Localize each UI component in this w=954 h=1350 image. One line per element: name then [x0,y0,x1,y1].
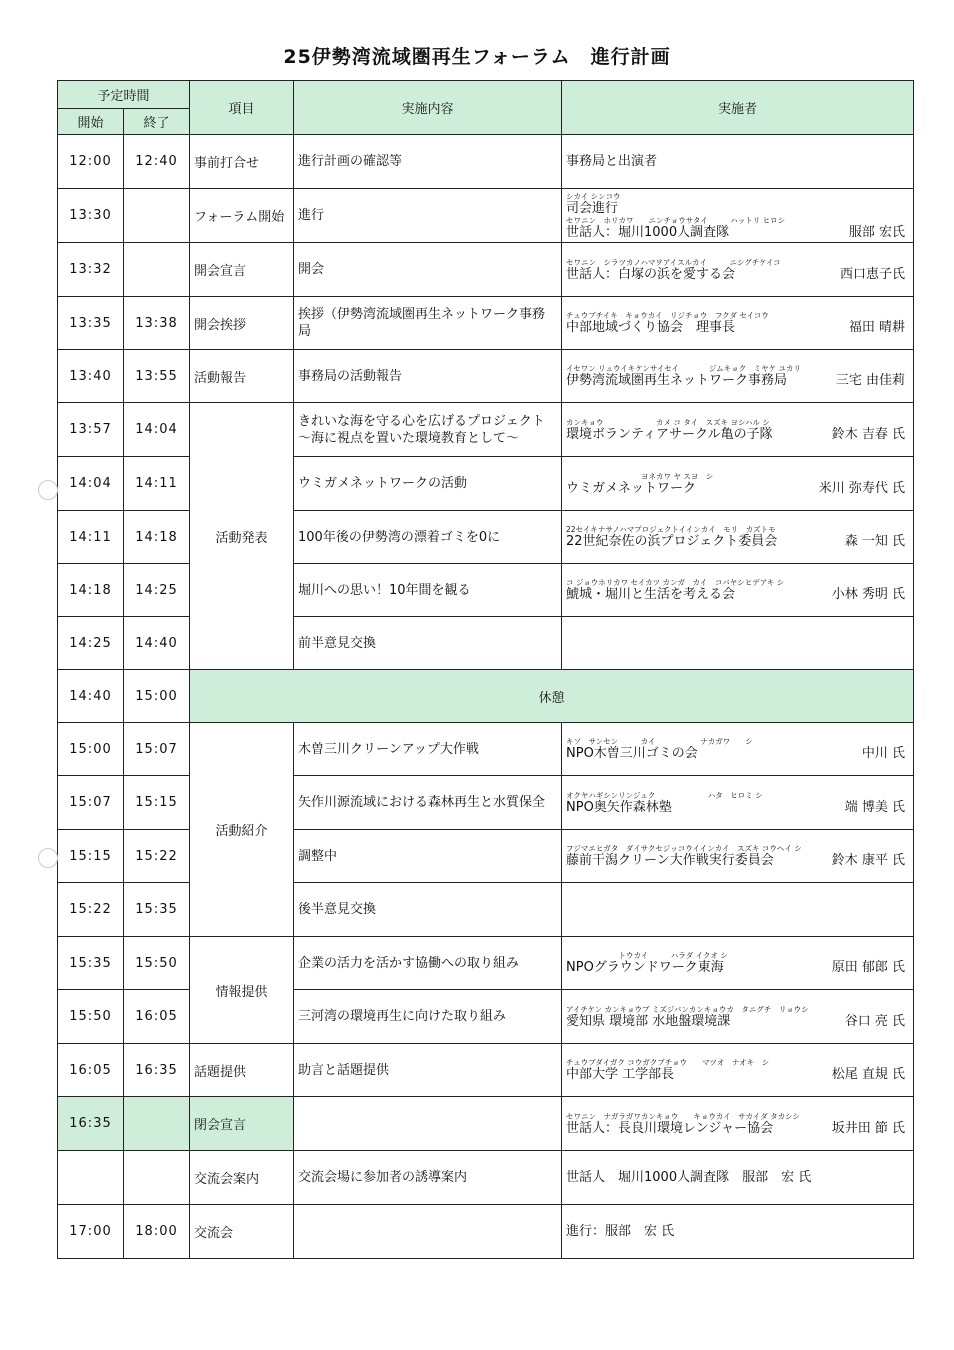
ruby-text: セワニン ホリカワ ニンチョウサタイ ハットリ ヒロシ [566,215,786,225]
end-time: 14:25 [124,564,190,617]
end-time: 12:40 [124,135,190,189]
item-cell: 開会宣言 [190,243,294,297]
end-time [124,1097,190,1151]
table-row [58,135,914,189]
table-row [58,511,914,564]
header-item: 項目 [190,81,294,135]
performer-org: 世話人 堀川1000人調査隊 服部 宏 氏 [566,1170,812,1185]
table-row [58,243,914,297]
table-row [58,883,914,937]
table-row [58,830,914,883]
ruby-text: キソ サンセン カイ ナカガワ シ [566,737,753,746]
table-row [58,723,914,776]
performer-cell [562,511,914,564]
start-time: 15:07 [58,776,124,830]
performer-org: 中部大学 工学部長 [566,1067,675,1082]
performer-name: 端 博美 氏 [844,799,906,815]
item-cell: 活動発表 [190,403,294,670]
table-row [58,189,914,243]
end-time: 15:22 [124,830,190,883]
performer-name: 原田 郁郎 氏 [831,960,906,975]
end-time: 14:40 [124,617,190,670]
performer-cell [562,937,914,990]
start-time: 13:32 [58,243,124,297]
table-row [58,990,914,1044]
content-cell: 開会 [294,243,562,297]
ruby-text: オクヤハギシンリンジュク ハタ ヒロミ シ [566,790,763,800]
performer-org: 藤前干潟クリーン大作戦実行委員会 [566,853,774,868]
performer-name: 谷口 亮 氏 [844,1013,906,1029]
start-time: 16:35 [58,1097,124,1151]
table-row [58,776,914,830]
performer-name [905,154,909,169]
start-time: 15:15 [58,830,124,883]
performer-cell [562,830,914,883]
start-time [58,1151,124,1205]
performer-org: NPO木曽三川ゴミの会 [566,746,698,761]
content-cell: 挨拶（伊勢湾流域圏再生ネットワーク事務局 [294,297,562,350]
content-cell: 矢作川源流域における森林再生と水質保全 [294,776,562,830]
end-time: 15:50 [124,937,190,990]
performer-name: 松尾 直規 氏 [831,1067,906,1082]
table-row [58,670,914,723]
start-time: 15:00 [58,723,124,776]
content-cell: ウミガメネットワークの活動 [294,457,562,511]
end-time: 15:00 [124,670,190,723]
ruby-text: セワニン シラツカノハマヲアイスルカイ ニシグチケイコ [566,257,781,267]
ruby-text: セワニン ナガラガワカンキョウ キョウカイ サカイダ タカシシ [566,1111,800,1121]
performer-org: NPOグラウンドワーク東海 [566,960,724,975]
performer-name [905,1170,909,1185]
performer-cell [562,776,914,830]
content-cell: 木曽三川クリーンアップ大作戦 [294,723,562,776]
content-cell: 三河湾の環境再生に向けた取り組み [294,990,562,1044]
performer-org: 鯱城・堀川と生活を考える会 [566,587,736,602]
header-scheduled-time: 予定時間 [58,81,190,109]
performer-cell [562,457,914,511]
content-cell: 100年後の伊勢湾の漂着ゴミを0に [294,511,562,564]
performer-cell [562,1097,914,1151]
end-time [124,189,190,243]
table-row [58,350,914,403]
ruby-text: イセワン リュウイキケンサイセイ ジムキョク ミヤケ ユカリ [566,364,801,373]
performer-org: 伊勢湾流域圏再生ネットワーク事務局 [566,373,788,388]
performer-cell [562,1044,914,1097]
content-cell: 事務局の活動報告 [294,350,562,403]
header-start: 開始 [58,109,124,135]
content-cell: 堀川への思い！10年間を観る [294,564,562,617]
performer-org: 進行：服部 宏 氏 [566,1224,675,1239]
start-time: 15:22 [58,883,124,937]
performer-name: 服部 宏氏 [848,224,906,240]
start-time: 12:00 [58,135,124,189]
end-time: 14:11 [124,457,190,511]
end-time: 16:35 [124,1044,190,1097]
schedule-table [57,80,914,1259]
performer-org: 世話人：長良川環境レンジャー協会 [566,1120,774,1136]
item-cell: 交流会案内 [190,1151,294,1205]
start-time: 14:40 [58,670,124,723]
performer-cell [562,350,914,403]
content-cell: 進行計画の確認等 [294,135,562,189]
content-cell [294,1097,562,1151]
performer-org: ウミガメネットワーク [566,480,697,496]
item-cell: 話題提供 [190,1044,294,1097]
performer-cell [562,189,914,243]
performer-cell [562,135,914,189]
performer-org: 22世紀奈佐の浜プロジェクト委員会 [566,534,778,549]
performer-cell [562,990,914,1044]
ruby-text: ヨネカワ ヤ スヨ シ [566,471,714,481]
start-time: 17:00 [58,1205,124,1259]
performer-cell [562,297,914,350]
table-row [58,403,914,457]
performer-name: 小林 秀明 氏 [831,587,906,602]
content-cell: 助言と話題提供 [294,1044,562,1097]
end-time: 13:55 [124,350,190,403]
performer-org: 世話人：白塚の浜を愛する会 [566,266,736,282]
item-cell: 交流会 [190,1205,294,1259]
performer-org: 愛知県 環境部 水地盤環境課 [566,1013,731,1029]
ruby-text: フジマエヒガタ ダイサクセジッコウイインカイ スズキ コウヘイ シ [566,844,802,853]
content-cell: きれいな海を守る心を広げるプロジェクト ～海に視点を置いた環境教育として～ [294,403,562,457]
end-time [124,243,190,297]
end-time: 13:38 [124,297,190,350]
start-time: 13:40 [58,350,124,403]
ruby-text: 22セイキナサノハマプロジェクトイインカイ モリ カズトモ [566,525,776,534]
ruby-text: カンキョウ カメ コ タイ スズキ ヨシハル シ [566,417,770,427]
performer-name: 西口恵子氏 [840,266,906,282]
performer-name: 坂井田 節 氏 [831,1120,906,1136]
performer-name: 中川 氏 [861,746,906,761]
performer-cell [562,723,914,776]
punch-hole [38,480,58,500]
header-content: 実施内容 [294,81,562,135]
table-row [58,457,914,511]
start-time: 13:57 [58,403,124,457]
table-row [58,1044,914,1097]
ruby-text: チュウブチイキ キョウカイ リジチョウ フクダ セイコウ [566,311,769,320]
start-time: 15:50 [58,990,124,1044]
item-cell: 事前打合せ [190,135,294,189]
start-time: 14:25 [58,617,124,670]
performer-name: 鈴木 吉春 氏 [831,426,906,442]
ruby-text: アイチケン カンキョウブ ミズジバンカンキョウカ タニグチ リョウシ [566,1004,809,1014]
item-cell: 情報提供 [190,937,294,1044]
ruby-text: トウカイ ハラダ イクオ シ [566,951,728,960]
end-time: 15:35 [124,883,190,937]
end-time: 15:15 [124,776,190,830]
start-time: 16:05 [58,1044,124,1097]
performer-name: 米川 弥寿代 氏 [818,480,906,496]
content-cell: 後半意見交換 [294,883,562,937]
performer-name: 三宅 由佳莉 [835,373,906,388]
end-time: 18:00 [124,1205,190,1259]
end-time: 16:05 [124,990,190,1044]
start-time: 14:11 [58,511,124,564]
item-cell: 活動紹介 [190,723,294,937]
content-cell: 調整中 [294,830,562,883]
end-time: 14:18 [124,511,190,564]
start-time: 13:35 [58,297,124,350]
item-cell: フォーラム開始 [190,189,294,243]
start-time: 15:35 [58,937,124,990]
start-time: 14:04 [58,457,124,511]
table-row [58,564,914,617]
performer-org: 中部地域づくり協会 理事長 [566,320,736,335]
performer-cell [562,1205,914,1259]
header-performer: 実施者 [562,81,914,135]
performer-cell [562,564,914,617]
end-time: 15:07 [124,723,190,776]
performer-org: NPO奥矢作森林塾 [566,799,672,815]
end-time [124,1151,190,1205]
ruby-text: コ ジョウホリカワ セイカツ カンガ カイ コバヤシヒデアキ シ [566,578,785,587]
content-cell: 企業の活力を活かす協働への取り組み [294,937,562,990]
ruby-text: チュウブダイガク コウガクブチョウ マツオ ナオキ シ [566,1058,770,1067]
start-time: 14:18 [58,564,124,617]
table-row [58,297,914,350]
item-cell: 開会挨拶 [190,297,294,350]
performer-name [905,1224,909,1239]
item-cell: 閉会宣言 [190,1097,294,1151]
performer-cell [562,617,914,670]
table-row [58,617,914,670]
break-cell: 休憩 [190,670,914,723]
page-title: 25伊勢湾流域圏再生フォーラム 進行計画 [283,46,671,68]
table-row [58,1097,914,1151]
start-time: 13:30 [58,189,124,243]
performer-name: 森 一知 氏 [844,534,906,549]
content-cell: 交流会場に参加者の誘導案内 [294,1151,562,1205]
content-cell: 前半意見交換 [294,617,562,670]
performer-cell [562,403,914,457]
table-row [58,1205,914,1259]
performer-cell [562,883,914,937]
punch-hole [38,848,58,868]
header-end: 終了 [124,109,190,135]
table-row [58,1151,914,1205]
performer-org: 世話人：堀川1000人調査隊 [566,224,730,240]
performer-org: 事務局と出演者 [566,154,658,169]
content-cell: 進行 [294,189,562,243]
performer-name: 鈴木 康平 氏 [831,853,906,868]
performer-role: 司会進行 [566,200,619,216]
ruby-text: シカイ シンコウ [566,191,621,201]
performer-cell [562,1151,914,1205]
item-cell: 活動報告 [190,350,294,403]
performer-name: 福田 晴耕 [848,320,906,335]
performer-cell [562,243,914,297]
performer-org: 環境ボランティアサークル亀の子隊 [566,426,773,442]
end-time: 14:04 [124,403,190,457]
table-row [58,937,914,990]
content-cell [294,1205,562,1259]
